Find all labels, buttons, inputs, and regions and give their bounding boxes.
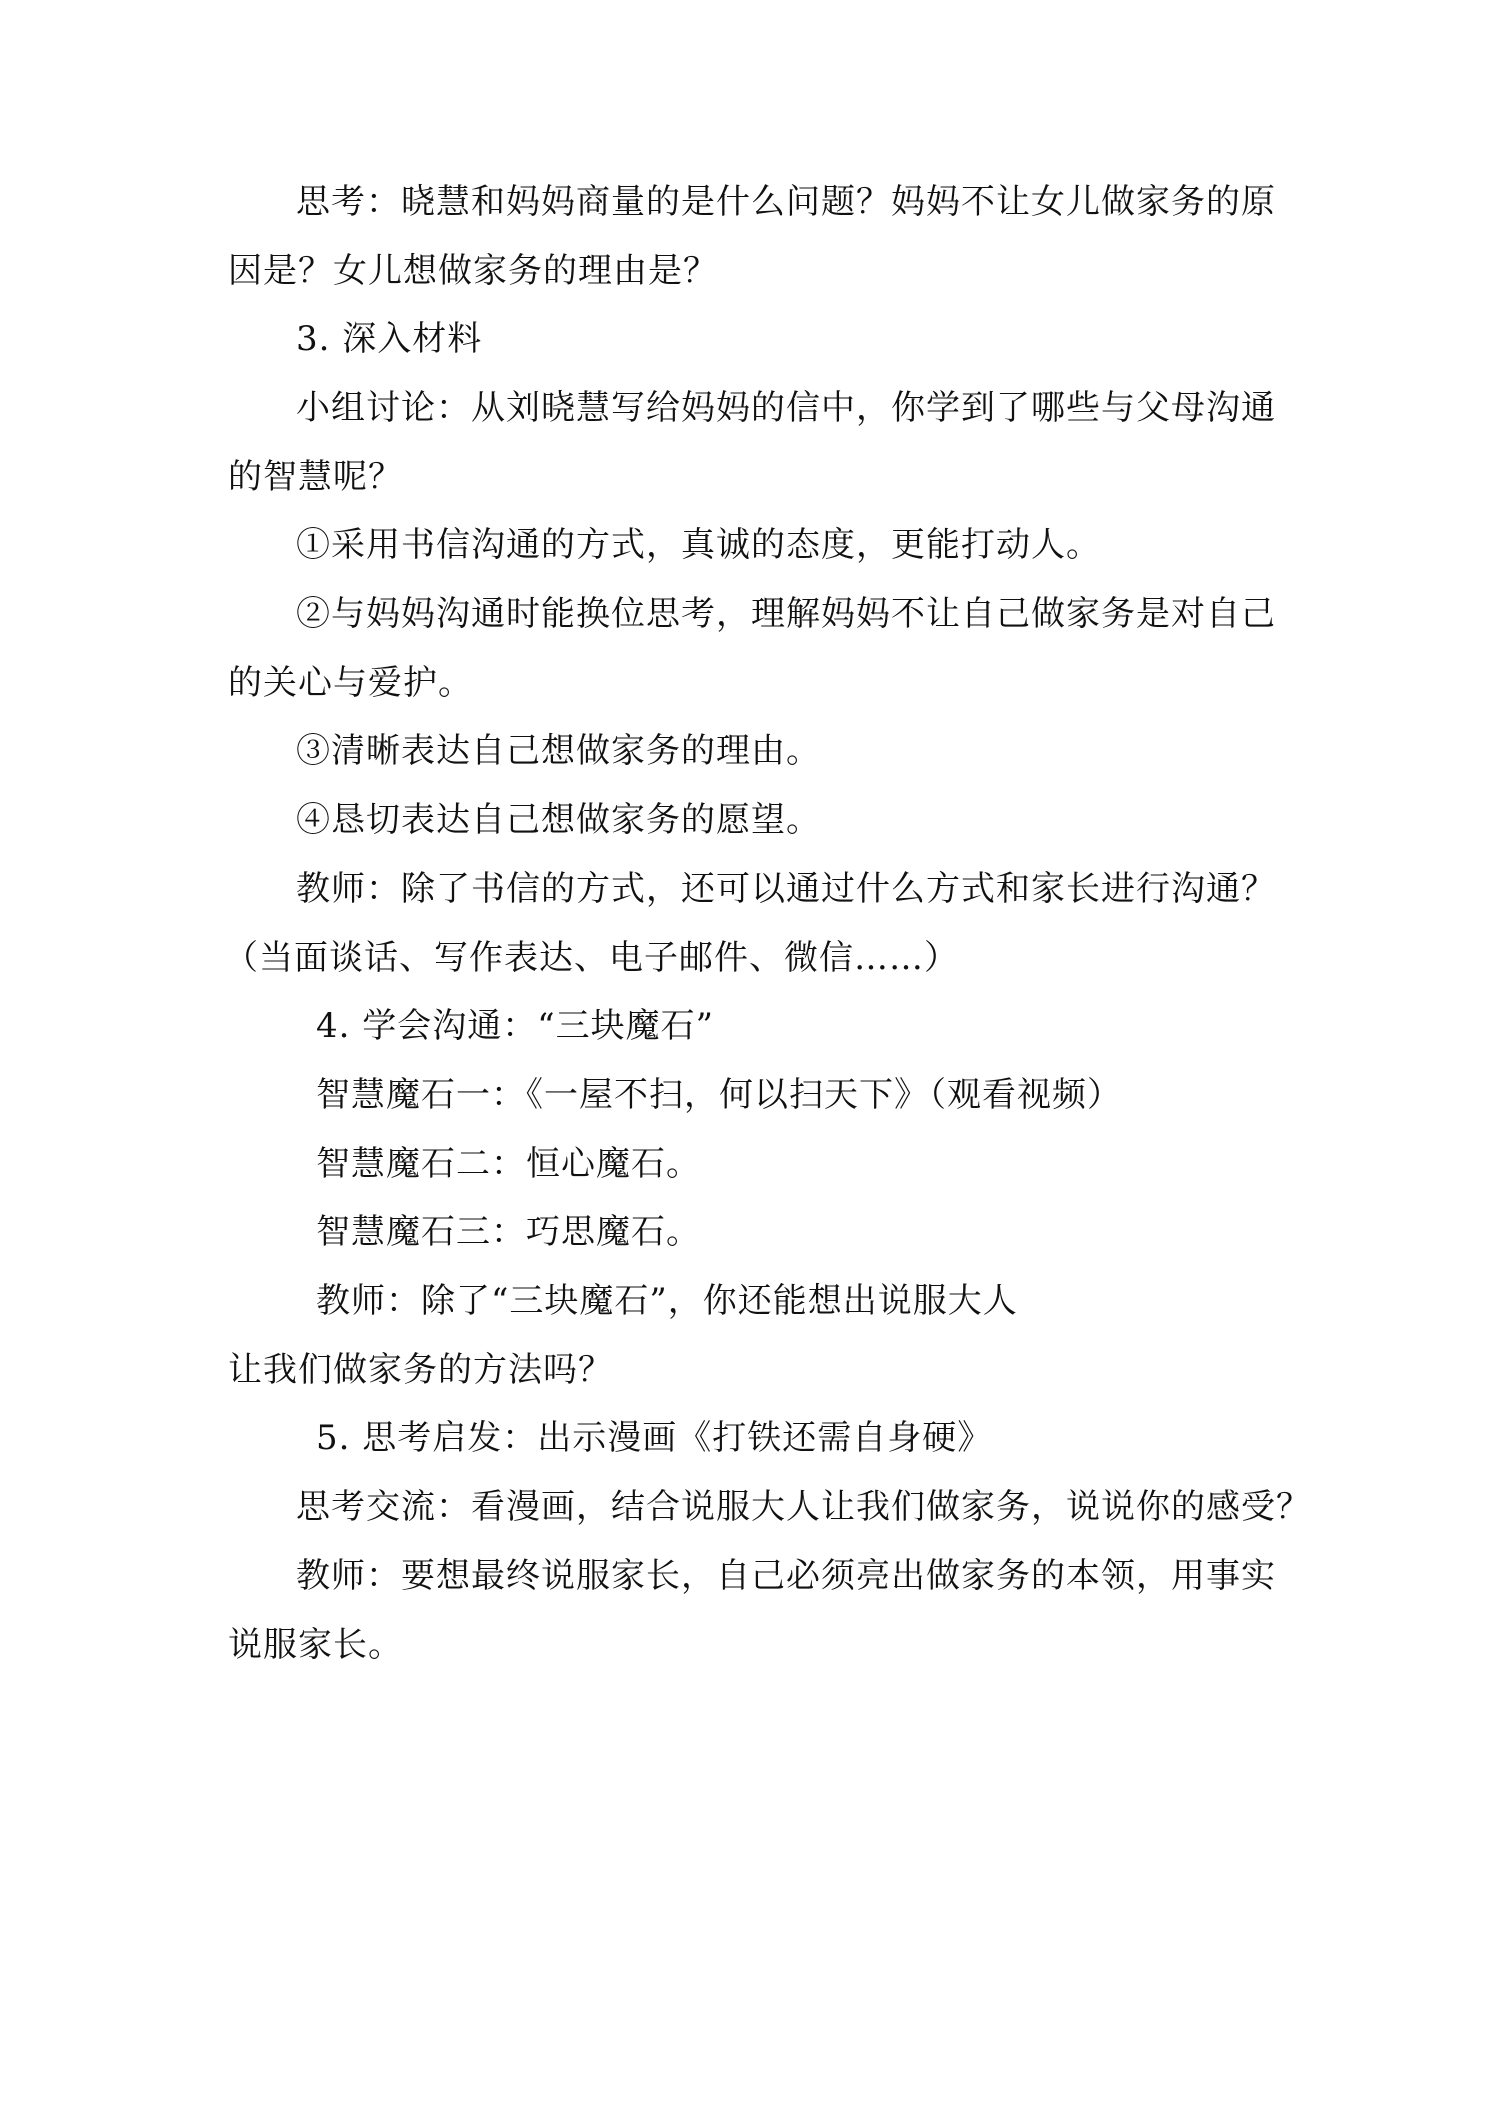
text-line: 让我们做家务的方法吗？	[228, 1350, 613, 1390]
list-item: ③清晰表达自己想做家务的理由。	[296, 731, 821, 771]
section-heading: 3. 深入材料	[296, 319, 483, 359]
text-line: 思考：晓慧和妈妈商量的是什么问题？妈妈不让女儿做家务的原	[296, 182, 1276, 222]
list-item: ④恳切表达自己想做家务的愿望。	[296, 800, 821, 840]
section-heading: 5. 思考启发：出示漫画《打铁还需自身硬》	[316, 1418, 993, 1458]
list-item: ①采用书信沟通的方式，真诚的态度，更能打动人。	[296, 525, 1101, 565]
section-heading: 4. 学会沟通：“三块魔石”	[316, 1006, 715, 1046]
text-line: 说服家长。	[228, 1625, 403, 1665]
text-line: 智慧魔石三：巧思魔石。	[316, 1212, 701, 1252]
text-line: （当面谈话、写作表达、电子邮件、微信……）	[224, 938, 959, 978]
text-line: 的智慧呢？	[228, 457, 403, 497]
text-line: 思考交流：看漫画，结合说服大人让我们做家务，说说你的感受？	[296, 1487, 1311, 1527]
text-line: 教师：除了书信的方式，还可以通过什么方式和家长进行沟通？	[296, 869, 1276, 909]
text-line: 教师：要想最终说服家长，自己必须亮出做家务的本领，用事实	[296, 1556, 1276, 1596]
text-line: 因是？女儿想做家务的理由是？	[228, 251, 718, 291]
list-item: ②与妈妈沟通时能换位思考，理解妈妈不让自己做家务是对自己	[296, 594, 1276, 634]
text-line: 智慧魔石一：《一屋不扫，何以扫天下》（观看视频）	[316, 1075, 1122, 1115]
text-line: 智慧魔石二：恒心魔石。	[316, 1144, 701, 1184]
text-line: 的关心与爱护。	[228, 663, 473, 703]
text-line: 教师：除了“三块魔石”，你还能想出说服大人	[316, 1281, 1018, 1321]
text-line: 小组讨论：从刘晓慧写给妈妈的信中，你学到了哪些与父母沟通	[296, 388, 1276, 428]
